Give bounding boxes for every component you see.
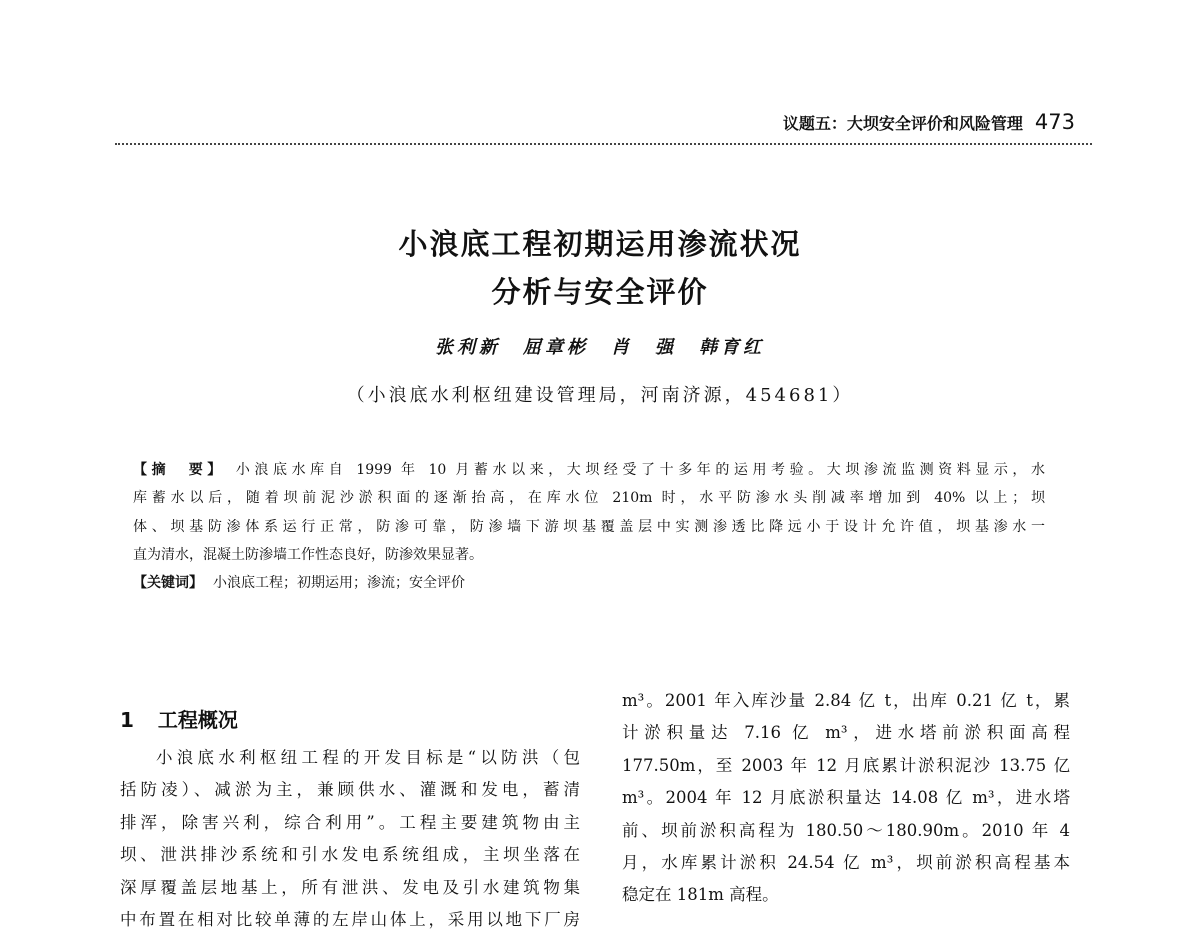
body-line: 括防凌）、减淤为主，兼顾供水、灌溉和发电，蓄清 — [120, 780, 580, 800]
page-number: 473 — [1034, 110, 1075, 134]
body-line: 深厚覆盖层地基上，所有泄洪、发电及引水建筑物集 — [120, 877, 580, 897]
header-divider — [115, 143, 1092, 145]
abstract-line: 直为清水，混凝土防渗墙工作性态良好，防渗效果显著。 — [133, 546, 483, 563]
authors: 张利新 屈章彬 肖 强 韩育红 — [435, 337, 765, 358]
body-line: m³。2001 年入库沙量 2.84 亿 t，出库 0.21 亿 t，累 — [622, 691, 1070, 710]
body-line: 中布置在相对比较单薄的左岸山体上，采用以地下厂房 — [120, 909, 580, 929]
body-line: 前、坝前淤积高程为 180.50～180.90m。2010 年 4 — [622, 820, 1070, 840]
keywords: 小浪底工程；初期运用；渗流；安全评价 — [213, 575, 465, 592]
paper-title-line-2: 分析与安全评价 — [491, 275, 709, 309]
abstract-label: 【摘 要】 — [133, 462, 226, 478]
body-line: 177.50m，至 2003 年 12 月底累计淤积泥沙 13.75 亿 — [622, 755, 1070, 775]
abstract-text: 小浪底水库自 1999 年 10 月蓄水以来，大坝经受了十多年的运用考验。大坝渗流监测资料显示，水 — [235, 462, 1046, 478]
left-column — [120, 742, 580, 936]
abstract — [133, 456, 1045, 597]
section-title: 工程概况 — [157, 708, 238, 732]
body-line: 坝、泄洪排沙系统和引水发电系统组成，主坝坐落在 — [120, 845, 580, 865]
body-line: m³。2004 年 12 月底淤积量达 14.08 亿 m³，进水塔 — [622, 788, 1070, 808]
affiliation: （小浪底水利枢纽建设管理局，河南济源，454681） — [346, 385, 854, 406]
running-header — [783, 110, 1075, 134]
section-number: 1 — [120, 708, 134, 732]
abstract-line: 库蓄水以后，随着坝前泥沙淤积面的逐渐抬高，在库水位 210m 时，水平防渗水头削减率增加到 40% 以上；坝 — [133, 490, 1045, 507]
running-header-section: 议题五：大坝安全评价和风险管理 — [782, 114, 1023, 133]
section-heading — [120, 704, 238, 733]
abstract-line — [133, 456, 1045, 484]
body-line: 小浪底水利枢纽工程的开发目标是“以防洪（包 — [156, 748, 580, 767]
right-column — [622, 685, 1070, 912]
body-line: 稳定在 181m 高程。 — [622, 885, 779, 905]
keywords-line — [133, 569, 1045, 597]
keywords-label: 【关键词】 — [133, 575, 203, 592]
body-line: 排浑，除害兴利，综合利用”。工程主要建筑物由主 — [120, 812, 580, 832]
body-line: 计淤积量达 7.16 亿 m³，进水塔前淤积面高程 — [622, 723, 1070, 743]
paper-title-line-1: 小浪底工程初期运用渗流状况 — [398, 227, 802, 261]
abstract-line: 体、坝基防渗体系运行正常，防渗可靠，防渗墙下游坝基覆盖层中实测渗透比降远小于设计允许值，坝基渗水一 — [133, 518, 1045, 535]
body-line: 月，水库累计淤积 24.54 亿 m³，坝前淤积高程基本 — [622, 852, 1070, 872]
